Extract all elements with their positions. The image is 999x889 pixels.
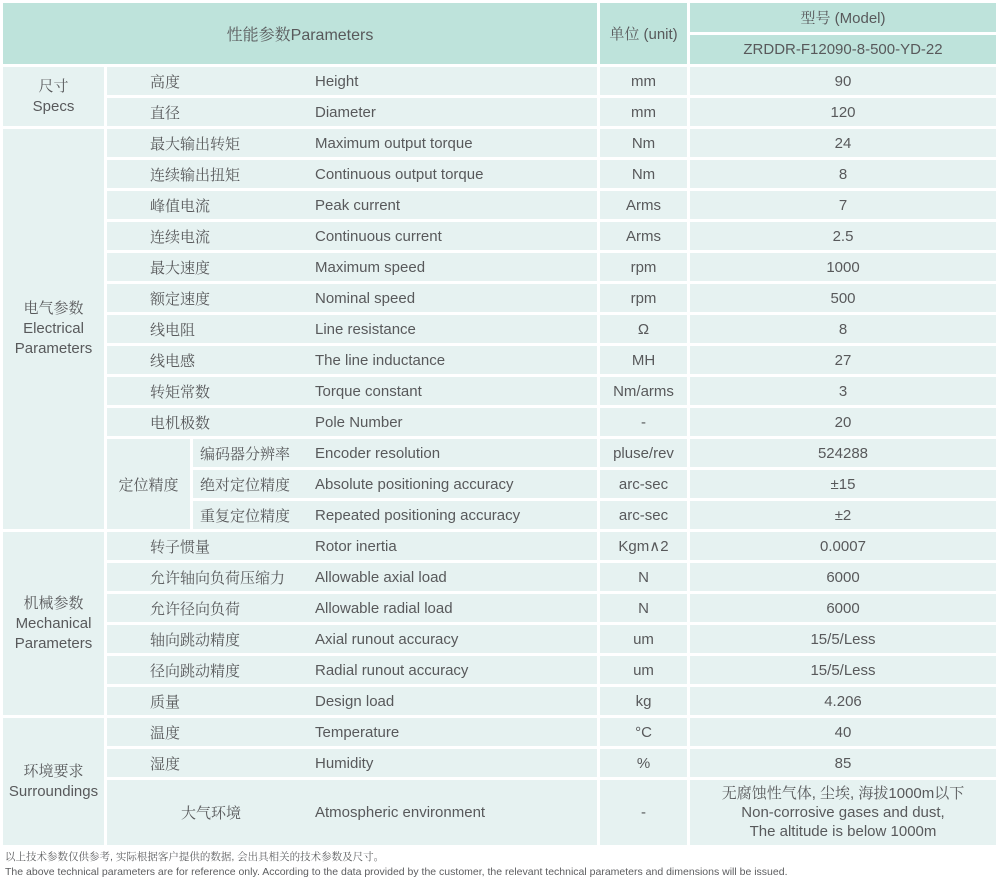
category-name-en: Mechanical Parameters <box>14 614 93 652</box>
parameter-cell <box>107 222 597 250</box>
unit-cell: rpm <box>600 253 687 281</box>
value-cell: 500 <box>690 284 996 312</box>
parameter-cell <box>107 98 597 126</box>
table-header-row <box>3 3 996 64</box>
parameter-label-en: Continuous current <box>315 227 442 245</box>
parameter-label-en: Pole Number <box>315 413 403 431</box>
parameter-label-cn: 连续输出扭矩 <box>150 166 241 184</box>
value-cell: 8 <box>690 160 996 188</box>
table-row <box>107 749 996 777</box>
category-cell <box>3 129 104 529</box>
parameter-cell <box>107 160 597 188</box>
unit-cell: arc-sec <box>600 470 687 498</box>
parameter-label-en: Radial runout accuracy <box>315 661 469 679</box>
value-cell: ±15 <box>690 470 996 498</box>
parameter-label-en: Peak current <box>315 196 401 214</box>
table-row <box>107 129 996 157</box>
parameter-label-cn: 质量 <box>150 693 181 711</box>
value-cell: 1000 <box>690 253 996 281</box>
value-cell: 20 <box>690 408 996 436</box>
unit-cell: N <box>600 563 687 591</box>
parameter-cell <box>193 470 597 498</box>
unit-cell: N <box>600 594 687 622</box>
category-name-cn: 尺寸 <box>38 77 69 95</box>
table-row <box>107 222 996 250</box>
parameter-label-en: Nominal speed <box>315 289 416 307</box>
table-row <box>107 67 996 95</box>
subgroup-label-cell: 定位精度 <box>107 439 190 529</box>
parameter-label-cn: 额定速度 <box>150 290 211 308</box>
category-name-cn: 机械参数 <box>23 594 84 612</box>
parameter-cell <box>107 408 597 436</box>
unit-cell: MH <box>600 346 687 374</box>
footnotes <box>5 850 996 880</box>
parameter-label-en: Axial runout accuracy <box>315 630 459 648</box>
unit-cell: um <box>600 656 687 684</box>
parameter-cell <box>107 594 597 622</box>
value-cell: 2.5 <box>690 222 996 250</box>
parameter-cell <box>107 253 597 281</box>
parameter-label-cn: 最大输出转矩 <box>150 135 241 153</box>
parameter-cell <box>107 377 597 405</box>
group-rows <box>107 532 996 715</box>
value-cell: 6000 <box>690 594 996 622</box>
unit-cell: Nm/arms <box>600 377 687 405</box>
table-row <box>107 98 996 126</box>
parameter-label-en: Maximum speed <box>315 258 426 276</box>
value-cell: 无腐蚀性气体, 尘埃, 海拔1000m以下 Non-corrosive gases and dust, The altitude is below 1000m <box>690 780 996 845</box>
parameter-label-cn: 绝对定位精度 <box>200 476 291 494</box>
category-cell <box>3 718 104 845</box>
value-cell: 90 <box>690 67 996 95</box>
parameter-label-cn: 线电阻 <box>150 321 196 339</box>
table-row <box>107 563 996 591</box>
parameter-cell <box>107 284 597 312</box>
model-number: ZRDDR-F12090-8-500-YD-22 <box>690 35 996 64</box>
table-row <box>193 439 996 467</box>
group-rows <box>107 67 996 126</box>
category-name-en: Surroundings <box>8 782 99 800</box>
parameter-label-en: Encoder resolution <box>315 444 441 462</box>
unit-cell: mm <box>600 98 687 126</box>
table-row <box>107 160 996 188</box>
parameter-cell <box>107 315 597 343</box>
parameter-label-en: Atmospheric environment <box>315 804 486 821</box>
parameter-cell <box>107 346 597 374</box>
unit-header-cell: 单位 (unit) <box>600 3 687 64</box>
parameter-label-en: Allowable axial load <box>315 568 447 586</box>
model-header-cell <box>690 3 996 64</box>
group-rows <box>107 718 996 845</box>
table-row <box>107 346 996 374</box>
parameter-cell <box>107 67 597 95</box>
value-cell: 8 <box>690 315 996 343</box>
value-cell: 27 <box>690 346 996 374</box>
unit-cell: Arms <box>600 191 687 219</box>
parameter-label-cn: 峰值电流 <box>150 197 211 215</box>
spec-table <box>3 3 996 845</box>
table-row <box>107 315 996 343</box>
parameter-label-cn: 大气环境 <box>180 805 241 822</box>
table-row <box>107 594 996 622</box>
unit-cell: Ω <box>600 315 687 343</box>
table-row <box>107 625 996 653</box>
category-name-en: Specs <box>32 97 75 115</box>
parameter-label-en: Repeated positioning accuracy <box>315 506 521 524</box>
parameter-cell <box>193 501 597 529</box>
parameter-label-en: Design load <box>315 692 395 710</box>
value-cell: ±2 <box>690 501 996 529</box>
table-row <box>107 687 996 715</box>
table-group <box>3 129 996 529</box>
value-cell: 3 <box>690 377 996 405</box>
parameter-label-cn: 湿度 <box>150 755 181 773</box>
parameter-label-cn: 转子惯量 <box>150 538 211 556</box>
unit-cell: - <box>600 408 687 436</box>
unit-cell: Kgm∧2 <box>600 532 687 560</box>
table-row <box>193 501 996 529</box>
parameter-cell <box>107 780 597 845</box>
category-cell <box>3 532 104 715</box>
parameter-label-en: Diameter <box>315 103 376 121</box>
parameter-label-en: Line resistance <box>315 320 416 338</box>
value-cell: 7 <box>690 191 996 219</box>
footnote-english: The above technical parameters are for reference only. According to the data provided by the customer, the relevant technical parameters and dimensions will be issued. <box>5 866 788 878</box>
parameter-label-en: Allowable radial load <box>315 599 453 617</box>
value-cell: 4.206 <box>690 687 996 715</box>
parameter-label-cn: 允许轴向负荷压缩力 <box>150 569 286 587</box>
parameter-label-cn: 连续电流 <box>150 228 211 246</box>
parameter-cell <box>107 532 597 560</box>
unit-cell: % <box>600 749 687 777</box>
parameter-label-en: Maximum output torque <box>315 134 473 152</box>
unit-cell: um <box>600 625 687 653</box>
value-cell: 120 <box>690 98 996 126</box>
parameter-cell <box>107 718 597 746</box>
unit-cell: Nm <box>600 129 687 157</box>
parameter-label-cn: 径向跳动精度 <box>150 662 241 680</box>
category-name-en: Electrical Parameters <box>14 320 93 357</box>
table-row <box>107 532 996 560</box>
table-subgroup <box>107 439 996 529</box>
parameter-label-cn: 转矩常数 <box>150 383 211 401</box>
parameter-label-cn: 电机极数 <box>150 414 211 432</box>
parameter-label-cn: 重复定位精度 <box>200 507 291 525</box>
unit-cell: kg <box>600 687 687 715</box>
value-cell: 15/5/Less <box>690 656 996 684</box>
table-row <box>107 284 996 312</box>
value-cell: 24 <box>690 129 996 157</box>
value-cell: 15/5/Less <box>690 625 996 653</box>
unit-cell: - <box>600 780 687 845</box>
parameter-label-cn: 温度 <box>150 724 181 742</box>
unit-cell: °C <box>600 718 687 746</box>
parameter-cell <box>107 563 597 591</box>
category-name-cn: 电气参数 <box>23 300 84 317</box>
category-cell <box>3 67 104 126</box>
parameter-cell <box>107 687 597 715</box>
parameter-cell <box>107 656 597 684</box>
table-row <box>107 408 996 436</box>
parameter-label-cn: 编码器分辨率 <box>200 445 291 463</box>
parameter-label-en: Absolute positioning accuracy <box>315 475 514 493</box>
category-name-cn: 环境要求 <box>23 762 84 780</box>
unit-cell: Arms <box>600 222 687 250</box>
parameter-label-en: Height <box>315 72 359 90</box>
parameter-label-en: Torque constant <box>315 382 422 400</box>
value-cell: 85 <box>690 749 996 777</box>
unit-cell: pluse/rev <box>600 439 687 467</box>
unit-cell: Nm <box>600 160 687 188</box>
unit-cell: mm <box>600 67 687 95</box>
parameter-label-cn: 直径 <box>150 104 181 122</box>
parameter-cell <box>107 625 597 653</box>
table-row <box>107 718 996 746</box>
group-rows <box>107 129 996 529</box>
parameter-label-cn: 线电感 <box>150 352 196 370</box>
value-cell: 0.0007 <box>690 532 996 560</box>
table-row <box>107 656 996 684</box>
unit-cell: rpm <box>600 284 687 312</box>
parameter-label-en: Humidity <box>315 754 374 772</box>
footnote-chinese: 以上技术参数仅供参考, 实际根据客户提供的数据, 会出具相关的技术参数及尺寸。 <box>5 851 385 863</box>
table-row <box>107 780 996 845</box>
parameter-cell <box>107 129 597 157</box>
table-row <box>193 470 996 498</box>
parameter-label-en: The line inductance <box>315 351 446 369</box>
value-cell: 6000 <box>690 563 996 591</box>
value-cell: 40 <box>690 718 996 746</box>
table-row <box>107 191 996 219</box>
parameter-cell <box>107 749 597 777</box>
parameter-label-en: Rotor inertia <box>315 537 397 555</box>
parameter-cell <box>193 439 597 467</box>
parameters-header-cell: 性能参数Parameters <box>3 3 597 64</box>
table-row <box>107 253 996 281</box>
unit-cell: arc-sec <box>600 501 687 529</box>
table-group <box>3 67 996 126</box>
subgroup-rows <box>193 439 996 529</box>
parameter-label-cn: 允许径向负荷 <box>150 600 241 618</box>
parameter-label-cn: 最大速度 <box>150 259 211 277</box>
table-group <box>3 532 996 715</box>
value-cell: 524288 <box>690 439 996 467</box>
table-group <box>3 718 996 845</box>
parameter-cell <box>107 191 597 219</box>
table-row <box>107 377 996 405</box>
parameter-label-en: Temperature <box>315 723 400 741</box>
model-label: 型号 (Model) <box>690 3 996 32</box>
parameter-label-cn: 轴向跳动精度 <box>150 631 241 649</box>
parameter-label-cn: 高度 <box>150 73 181 91</box>
parameter-label-en: Continuous output torque <box>315 165 484 183</box>
